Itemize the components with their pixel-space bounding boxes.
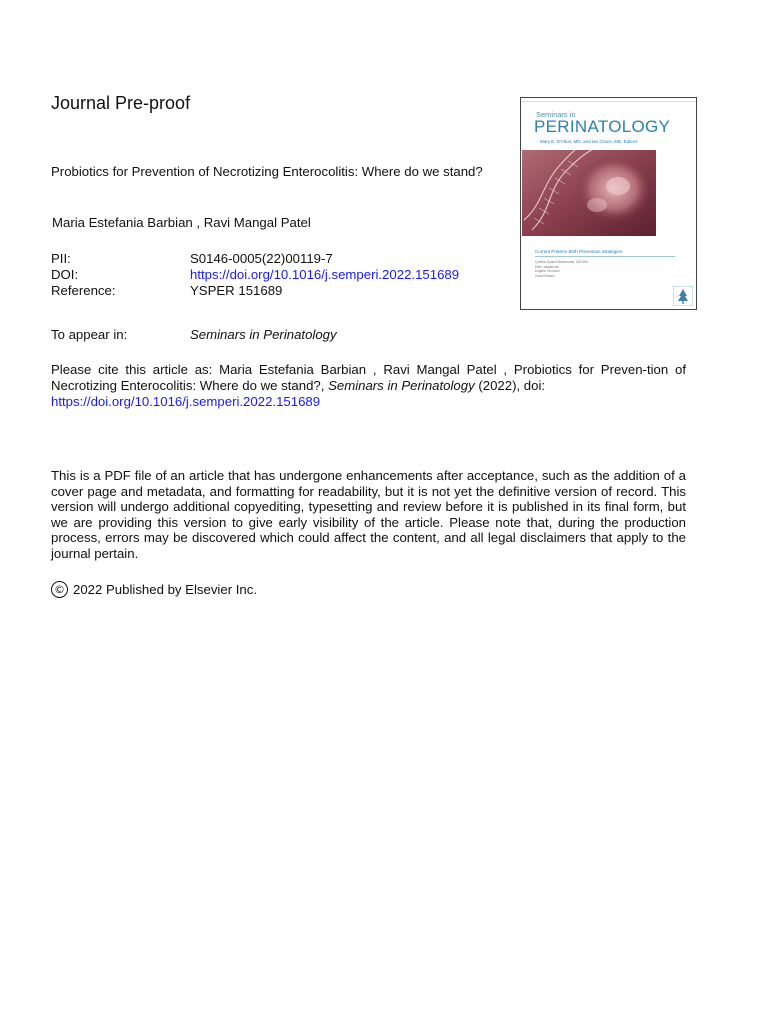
journal-pre-proof-label: Journal Pre-proof: [51, 93, 191, 113]
article-metadata: [51, 251, 459, 299]
cover-fetus-dna-illustration: [522, 150, 656, 236]
copyright-icon: ©: [51, 581, 68, 598]
to-appear-label: To appear in:: [51, 327, 128, 342]
reference-label: Reference:: [51, 283, 116, 298]
reference-row: [51, 283, 459, 299]
citation-paragraph: [51, 362, 686, 410]
pii-label: PII:: [51, 251, 71, 266]
doi-row: [51, 267, 459, 283]
journal-cover-image: [520, 97, 697, 310]
citation-suffix: (2022), doi:: [474, 378, 546, 393]
elsevier-logo-icon: [673, 286, 693, 306]
citation-prefix: Please cite this article as: Maria Estefania Barbian , Ravi Mangal Patel , Probiotics for Preven-tion of Necrotizing Enterocolitis: Where do we stand?,: [51, 362, 686, 393]
citation-journal: Seminars in Perinatology: [328, 378, 475, 393]
to-appear-journal: Seminars in Perinatology: [190, 327, 337, 342]
copyright-line: [51, 581, 257, 598]
citation-doi-link[interactable]: https://doi.org/10.1016/j.semperi.2022.151689: [51, 394, 321, 409]
cover-name: Cynthia Gyamfi-Bannerman, MD MSc: [535, 260, 589, 264]
cover-name: Ellen Jayakumar: [535, 264, 559, 269]
cover-top-bar: [521, 98, 696, 102]
disclaimer-paragraph: This is a PDF file of an article that has undergone enhancements after acceptance, such as the addition of a cover page and metadata, and formatting for readability, but it is not yet the definitive version of record. This version will undergo additional copyediting, typesetting and review before it is published in its final form, but we are providing this version to give early visibility of the article. Please note that, during the production process, errors may be discovered which could affect the content, and all legal disclaimers that apply to the journal pertain.: [51, 468, 686, 561]
pii-row: [51, 251, 459, 267]
cover-name: Guest Editors: [535, 273, 555, 278]
cover-editors: Mary E. D'Alton, MD, and Ian Grace, MD, Editors: [540, 139, 638, 144]
article-authors: Maria Estefania Barbian , Ravi Mangal Patel: [52, 215, 311, 230]
cover-divider: [535, 256, 675, 257]
reference-value: YSPER 151689: [190, 283, 283, 298]
cover-seminars-text: Seminars in: [536, 110, 576, 119]
to-appear-in: [51, 327, 337, 342]
cover-theme-title: Current Preterm Birth Prevention Strategies: [535, 249, 623, 254]
article-title: Probiotics for Prevention of Necrotizing Enterocolitis: Where do we stand?: [51, 164, 483, 179]
copyright-text: 2022 Published by Elsevier Inc.: [73, 582, 258, 597]
cover-name: Eugene Levinson: [535, 269, 560, 274]
doi-link[interactable]: https://doi.org/10.1016/j.semperi.2022.151689: [190, 267, 460, 282]
doi-label: DOI:: [51, 267, 79, 282]
cover-journal-title: PERINATOLOGY: [534, 117, 671, 136]
pii-value: S0146-0005(22)00119-7: [190, 251, 333, 266]
cover-guest-editors: [535, 260, 588, 278]
